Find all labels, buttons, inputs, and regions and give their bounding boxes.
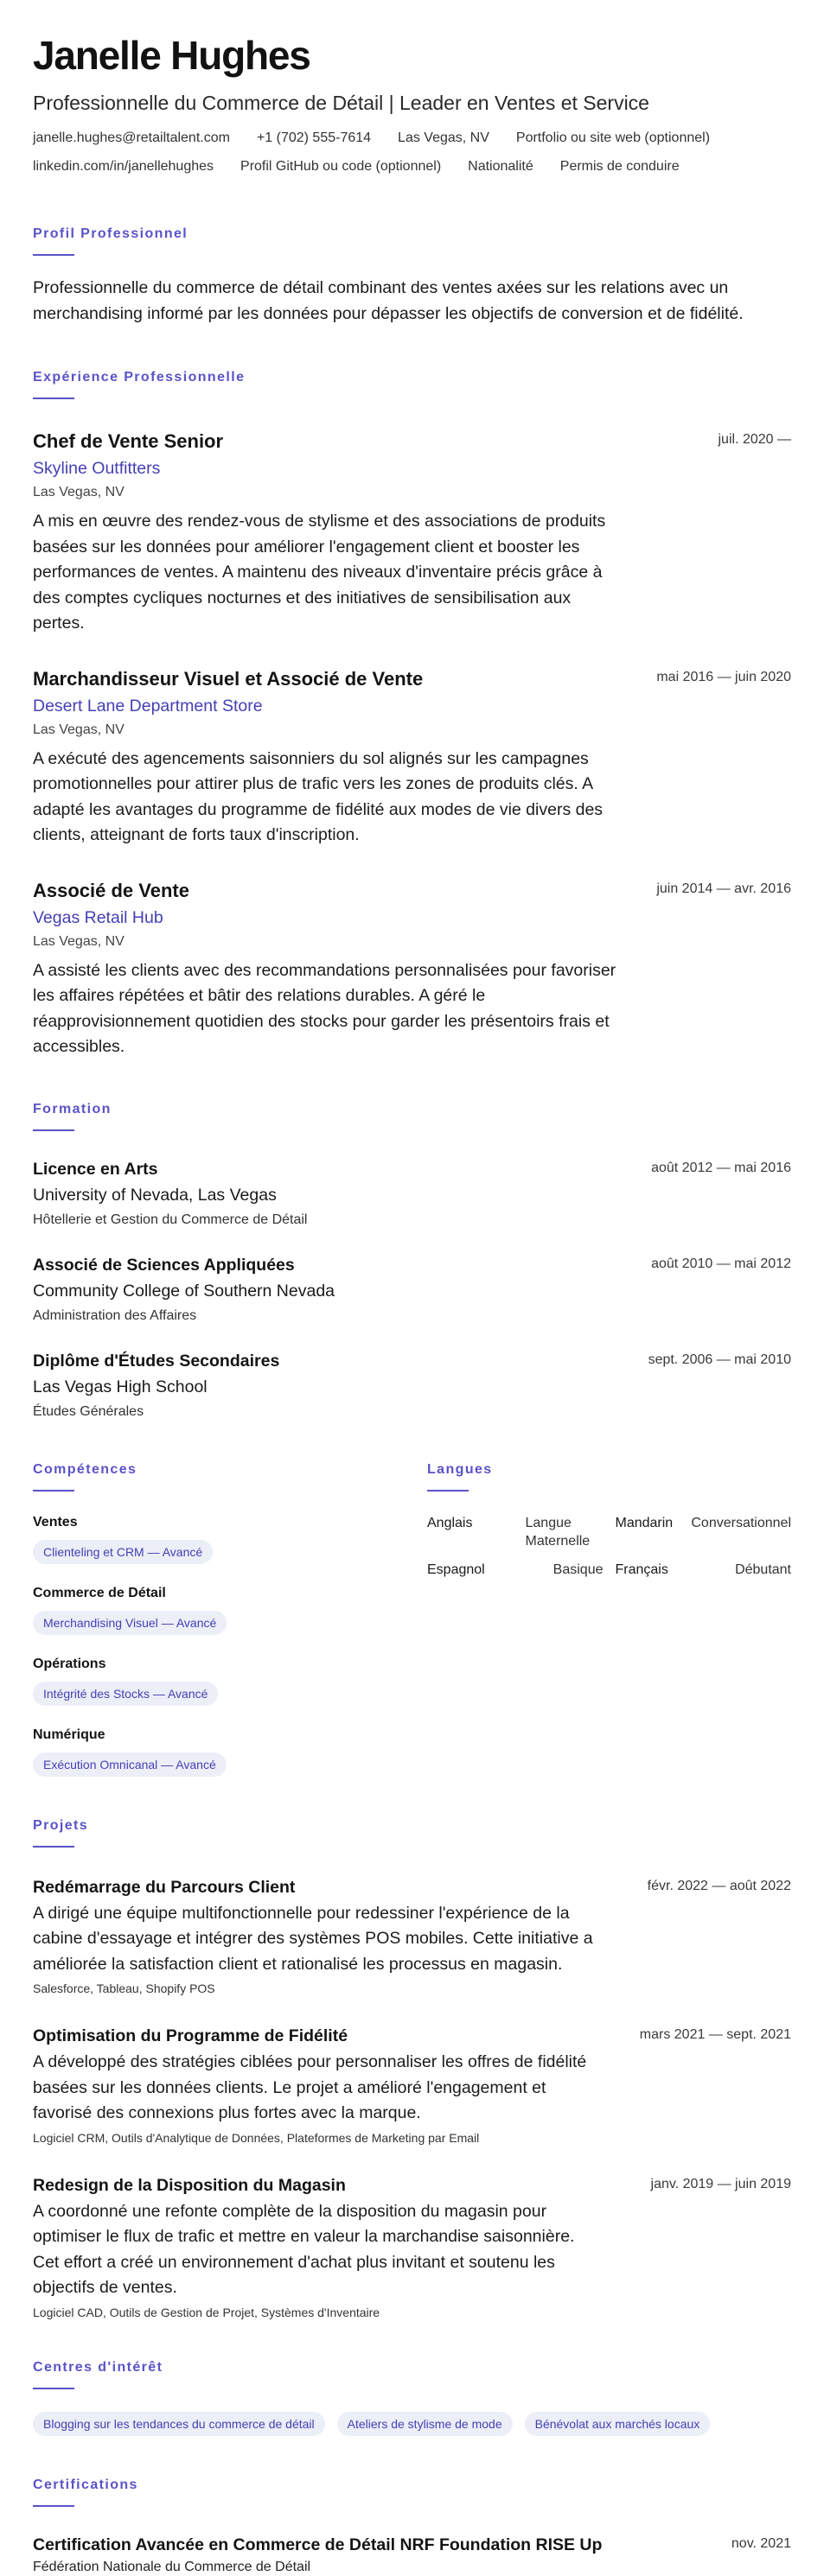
company-name: Desert Lane Department Store [33, 696, 263, 716]
study-field: Hôtellerie et Gestion du Commerce de Détail [33, 1212, 308, 1227]
language-row [616, 1514, 792, 1550]
certification-item [33, 2535, 791, 2576]
project-description: A développé des stratégies ciblées pour personnaliser les offres de fidélité basées sur les données clients. Le projet a amélioré l'engagement et favorisé des connexions plus fortes avec la marque. [33, 2052, 587, 2122]
school-name: Community College of Southern Nevada [33, 1281, 335, 1301]
skill-pill: Exécution Omnicanal — Avancé [33, 1752, 227, 1777]
skill-category: Numérique [33, 1727, 105, 1742]
education-dates: août 2010 — mai 2012 [651, 1256, 791, 1271]
degree-title: Diplôme d'Études Secondaires [33, 1351, 280, 1371]
contact-linkedin[interactable]: linkedin.com/in/janellehughes [33, 159, 214, 174]
study-field: Administration des Affaires [33, 1307, 197, 1323]
education-dates: août 2012 — mai 2016 [651, 1160, 791, 1175]
job-description: A mis en œuvre des rendez-vous de stylisme et des associations de produits basées sur les données pour améliorer l'engagement client et booster les performances de ventes. A maintenu des niveaux d'inventaire précis grâce à des comptes cycliques nocturnes et des initiatives de sensibilisation aux pertes. [33, 512, 606, 633]
education-item [33, 1255, 791, 1325]
interest-list [33, 2412, 791, 2436]
skill-group [33, 1514, 427, 1564]
section-title: Projets [33, 1817, 89, 1833]
job-title: Marchandisseur Visuel et Associé de Vente [33, 667, 424, 690]
skill-group [33, 1656, 427, 1706]
certification-date: nov. 2021 [731, 2535, 791, 2551]
education-item [33, 1351, 791, 1421]
language-name: Espagnol [427, 1562, 485, 1577]
section-divider [427, 1490, 469, 1492]
education-section [33, 1100, 791, 1421]
project-technologies: Logiciel CAD, Outils de Gestion de Projet, Systèmes d'Inventaire [33, 2305, 380, 2319]
experience-item [33, 430, 791, 637]
section-title: Profil Professionnel [33, 226, 188, 241]
experience-section [33, 368, 791, 1060]
project-item [33, 2026, 791, 2146]
project-dates: mars 2021 — sept. 2021 [639, 2027, 791, 2042]
skill-pill: Clienteling et CRM — Avancé [33, 1540, 213, 1564]
contact-portfolio[interactable]: Portfolio ou site web (optionnel) [515, 130, 711, 145]
school-name: University of Nevada, Las Vegas [33, 1185, 277, 1205]
project-technologies: Salesforce, Tableau, Shopify POS [33, 1981, 215, 1995]
section-title: Compétences [33, 1461, 137, 1477]
job-description: A exécuté des agencements saisonniers du sol alignés sur les campagnes promotionnelles pour attirer plus de trafic vers les zones de produits clés. A adapté les avantages du programme de fidélité aux modes de vie divers des clients, atteignant de forts taux d'inscription. [33, 748, 604, 844]
profile-text: Professionnelle du commerce de détail combinant des ventes axées sur les relations avec un merchandising informé par les données pour dépasser les objectifs de conversion et de fidélité. [33, 278, 744, 323]
experience-item [33, 668, 791, 849]
section-divider [33, 398, 74, 399]
certification-name: Certification Avancée en Commerce de Détail NRF Foundation RISE Up [33, 2535, 603, 2554]
project-technologies: Logiciel CRM, Outils d'Analytique de Données, Plateformes de Marketing par Email [33, 2130, 480, 2145]
school-name: Las Vegas High School [33, 1377, 208, 1396]
job-location: Las Vegas, NV [33, 485, 125, 499]
skill-category: Commerce de Détail [33, 1585, 166, 1600]
interest-pill: Bénévolat aux marchés locaux [525, 2412, 711, 2436]
resume-header [33, 33, 791, 187]
certification-issuer: Fédération Nationale du Commerce de Détail [33, 2559, 311, 2574]
project-dates: févr. 2022 — août 2022 [647, 1878, 791, 1893]
project-dates: janv. 2019 — juin 2019 [650, 2176, 791, 2191]
contact-phone[interactable]: +1 (702) 555-7614 [256, 130, 372, 145]
language-level: Langue Maternelle [525, 1515, 591, 1549]
language-name: Mandarin [615, 1515, 674, 1530]
contact-license: Permis de conduire [559, 159, 680, 174]
language-name: Français [615, 1562, 668, 1577]
project-item [33, 1877, 791, 1997]
company-name: Vegas Retail Hub [33, 907, 163, 927]
candidate-name: Janelle Hughes [33, 33, 310, 78]
language-row [427, 1514, 604, 1550]
experience-dates: mai 2016 — juin 2020 [656, 669, 791, 684]
degree-title: Licence en Arts [33, 1159, 158, 1179]
certifications-section [33, 2476, 791, 2576]
skills-section [33, 1460, 427, 1777]
skill-category: Opérations [33, 1656, 106, 1671]
degree-title: Associé de Sciences Appliquées [33, 1255, 295, 1275]
job-title: Chef de Vente Senior [33, 430, 224, 452]
language-row [427, 1561, 604, 1579]
languages-section [427, 1460, 791, 1777]
company-name: Skyline Outfitters [33, 459, 161, 478]
job-title: Associé de Vente [33, 879, 189, 901]
project-title: Optimisation du Programme de Fidélité [33, 2026, 348, 2045]
study-field: Études Générales [33, 1403, 144, 1419]
language-level: Basique [553, 1562, 604, 1577]
education-dates: sept. 2006 — mai 2010 [648, 1352, 791, 1367]
project-item [33, 2175, 791, 2320]
profile-section [33, 225, 791, 327]
language-row [616, 1561, 792, 1579]
section-title: Langues [427, 1461, 493, 1477]
contact-email[interactable]: janelle.hughes@retailtalent.com [33, 130, 230, 145]
section-title: Centres d'intérêt [33, 2359, 163, 2375]
skill-group [33, 1727, 427, 1777]
section-divider [33, 2388, 74, 2389]
section-divider [33, 254, 74, 256]
section-divider [33, 1846, 74, 1848]
contact-location: Las Vegas, NV [398, 130, 489, 145]
interest-pill: Blogging sur les tendances du commerce de détail [33, 2412, 325, 2436]
education-item [33, 1159, 791, 1229]
project-description: A dirigé une équipe multifonctionnelle pour redessiner l'expérience de la cabine d'essayage et intégrer des systèmes POS mobiles. Cette initiative a améliorée la satisfaction client et rationalisé les processus en magasin. [33, 1903, 593, 1974]
section-divider [33, 2505, 74, 2507]
experience-item [33, 880, 791, 1060]
skills-languages-row [33, 1460, 791, 1777]
section-title: Certifications [33, 2477, 138, 2492]
section-divider [33, 1129, 74, 1131]
contact-nationality: Nationalité [468, 159, 533, 174]
experience-dates: juil. 2020 — [718, 432, 791, 447]
job-location: Las Vegas, NV [33, 933, 125, 949]
skill-pill: Intégrité des Stocks — Avancé [33, 1682, 218, 1706]
candidate-headline: Professionnelle du Commerce de Détail | Leader en Ventes et Service [33, 92, 649, 114]
interests-section [33, 2358, 791, 2436]
language-level: Débutant [735, 1562, 791, 1577]
language-grid [427, 1514, 791, 1579]
projects-section [33, 1816, 791, 2320]
job-description: A assisté les clients avec des recommandations personnalisées pour favoriser les affaires répétées et bâtir des relations durables. A géré le réapprovisionnement quotidien des stocks pour garder les présentoirs frais et accessibles. [33, 960, 616, 1056]
contact-github[interactable]: Profil GitHub ou code (optionnel) [240, 159, 442, 174]
project-title: Redesign de la Disposition du Magasin [33, 2175, 346, 2195]
contact-list [33, 130, 791, 187]
language-level: Conversationnel [691, 1515, 791, 1530]
skill-pill: Merchandising Visuel — Avancé [33, 1611, 227, 1635]
language-name: Anglais [427, 1515, 473, 1530]
skill-group [33, 1585, 427, 1635]
skill-category: Ventes [33, 1514, 78, 1530]
interest-pill: Ateliers de stylisme de mode [337, 2412, 513, 2436]
section-title: Expérience Professionnelle [33, 370, 246, 385]
section-divider [33, 1490, 74, 1492]
section-title: Formation [33, 1101, 112, 1116]
project-title: Redémarrage du Parcours Client [33, 1877, 296, 1897]
job-location: Las Vegas, NV [33, 722, 125, 737]
project-description: A coordonné une refonte complète de la disposition du magasin pour optimiser le flux de trafic et mettre en valeur la marchandise saisonnière. Cet effort a créé un environnement d'achat plus invitant et soutenu les objectifs de ventes. [33, 2201, 575, 2297]
experience-dates: juin 2014 — avr. 2016 [656, 881, 791, 896]
